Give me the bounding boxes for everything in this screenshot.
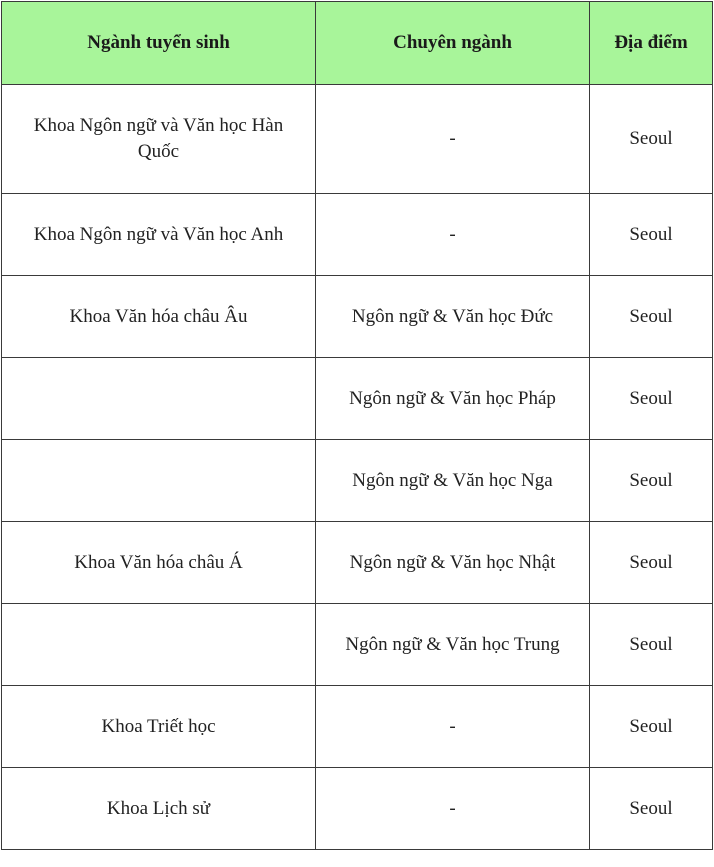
major-cell (2, 440, 316, 522)
header-location: Địa điểm (590, 2, 713, 85)
specialization-cell: Ngôn ngữ & Văn học Đức (316, 276, 590, 358)
location-cell: Seoul (590, 276, 713, 358)
specialization-cell: - (316, 194, 590, 276)
table-row (2, 686, 713, 768)
location-cell: Seoul (590, 768, 713, 850)
table-body (2, 85, 713, 850)
location-cell: Seoul (590, 604, 713, 686)
major-cell (2, 358, 316, 440)
location-cell: Seoul (590, 194, 713, 276)
location-cell: Seoul (590, 85, 713, 194)
major-cell (2, 604, 316, 686)
major-cell: Khoa Văn hóa châu Âu (2, 276, 316, 358)
major-cell: Khoa Triết học (2, 686, 316, 768)
location-cell: Seoul (590, 522, 713, 604)
table-row (2, 440, 713, 522)
specialization-cell: Ngôn ngữ & Văn học Trung (316, 604, 590, 686)
major-cell: Khoa Lịch sử (2, 768, 316, 850)
specialization-cell: - (316, 768, 590, 850)
header-row (2, 2, 713, 85)
table-row (2, 522, 713, 604)
major-cell: Khoa Ngôn ngữ và Văn học Hàn Quốc (2, 85, 316, 194)
location-cell: Seoul (590, 440, 713, 522)
header-major: Ngành tuyển sinh (2, 2, 316, 85)
table-row (2, 276, 713, 358)
specialization-cell: - (316, 85, 590, 194)
header-specialization: Chuyên ngành (316, 2, 590, 85)
specialization-cell: Ngôn ngữ & Văn học Nhật (316, 522, 590, 604)
location-cell: Seoul (590, 358, 713, 440)
major-cell: Khoa Ngôn ngữ và Văn học Anh (2, 194, 316, 276)
specialization-cell: Ngôn ngữ & Văn học Pháp (316, 358, 590, 440)
location-cell: Seoul (590, 686, 713, 768)
major-cell: Khoa Văn hóa châu Á (2, 522, 316, 604)
specialization-cell: Ngôn ngữ & Văn học Nga (316, 440, 590, 522)
table-row (2, 604, 713, 686)
table-row (2, 768, 713, 850)
table-row (2, 194, 713, 276)
table-row (2, 358, 713, 440)
majors-table (1, 1, 713, 850)
specialization-cell: - (316, 686, 590, 768)
table-header (2, 2, 713, 85)
table-row (2, 85, 713, 194)
